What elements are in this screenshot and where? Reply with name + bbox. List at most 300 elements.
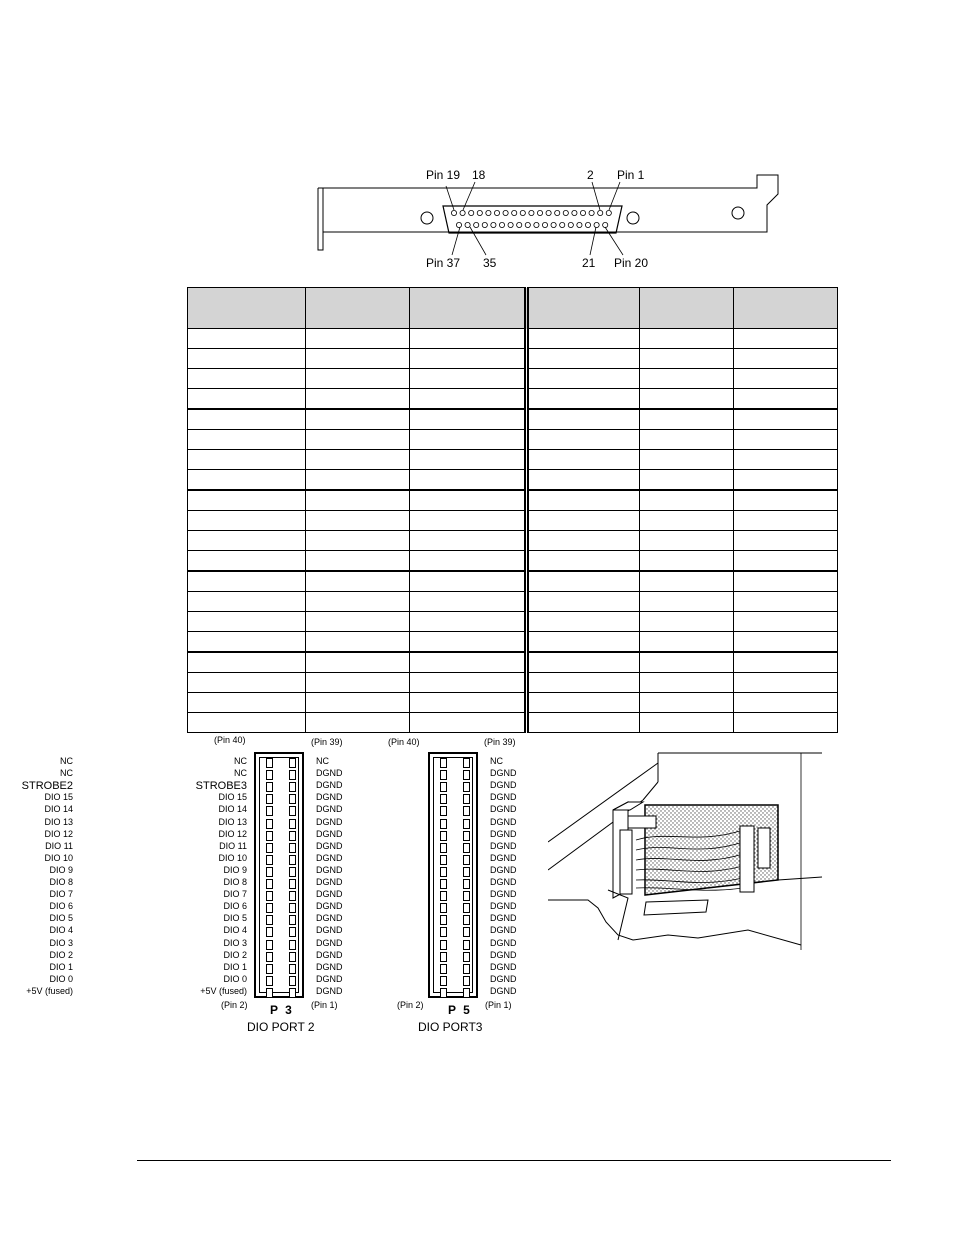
p3-left-pin-label: DIO 9 xyxy=(49,864,73,875)
table-row xyxy=(188,612,838,632)
p5-header-pin xyxy=(463,915,470,925)
table-cell xyxy=(640,612,734,632)
table-cell xyxy=(410,632,527,653)
p5-pin1-label: (Pin 1) xyxy=(485,1000,512,1010)
p5-right-pin-label: DGND xyxy=(490,792,517,803)
table-cell xyxy=(306,632,410,653)
p3-right-pin-label: DGND xyxy=(316,949,343,960)
p3-designator: P 3 xyxy=(270,1003,294,1017)
connector-pin xyxy=(577,222,582,227)
table-cell xyxy=(527,632,640,653)
p3-header-pin xyxy=(266,940,273,950)
connector-pins-top xyxy=(451,210,611,215)
table-cell xyxy=(188,470,306,491)
p3-pin40-label: (Pin 40) xyxy=(214,735,246,745)
p3-right-pin-label: DGND xyxy=(316,864,343,875)
connector-pin xyxy=(520,210,525,215)
p3-header-pin xyxy=(266,976,273,986)
table-cell xyxy=(734,612,838,632)
connector-pin xyxy=(491,222,496,227)
table-cell xyxy=(640,652,734,673)
p3-header-pin xyxy=(266,770,273,780)
table-cell xyxy=(188,531,306,551)
table-cell xyxy=(640,329,734,349)
table-cell xyxy=(527,511,640,531)
p3-header-pin xyxy=(289,855,296,865)
p5-header-pin xyxy=(463,988,470,998)
p3-header-pin xyxy=(289,952,296,962)
table-cell xyxy=(527,490,640,511)
p3-left-pin-label: DIO 8 xyxy=(49,877,73,887)
p3-left-pin-label: DIO 14 xyxy=(44,804,73,815)
p3-right-pin-label: DGND xyxy=(316,877,343,887)
table-cell xyxy=(410,329,527,349)
p3-right-pin-label: NC xyxy=(316,756,329,766)
table-cell xyxy=(734,693,838,713)
table-cell xyxy=(410,369,527,389)
table-cell xyxy=(734,673,838,693)
table-cell xyxy=(640,571,734,592)
label-pin-21: 21 xyxy=(582,256,596,270)
table-cell xyxy=(188,713,306,733)
table-row xyxy=(188,632,838,653)
p3-header-pin xyxy=(266,927,273,937)
p3-header-pin xyxy=(289,879,296,889)
table-cell xyxy=(188,632,306,653)
p5-left-pin-label: STROBE3 xyxy=(195,780,247,793)
label-pin-37: Pin 37 xyxy=(426,256,461,270)
p5-left-pin-label: DIO 7 xyxy=(223,889,247,900)
table-cell xyxy=(306,470,410,491)
p5-header-pin xyxy=(440,927,447,937)
table-cell xyxy=(306,409,410,430)
p5-right-pin-label: DGND xyxy=(490,780,517,791)
table-row xyxy=(188,551,838,572)
p5-right-pin-label: DGND xyxy=(490,925,517,936)
p3-right-pin-label: DGND xyxy=(316,889,343,900)
p5-header-pin xyxy=(463,903,470,913)
table-cell xyxy=(410,673,527,693)
p5-header-pin xyxy=(440,794,447,804)
table-cell xyxy=(306,652,410,673)
p5-header-pin xyxy=(440,988,447,998)
p3-header-pin xyxy=(266,819,273,829)
p5-header-pin xyxy=(463,770,470,780)
table-cell xyxy=(734,450,838,470)
p5-header-pin xyxy=(440,782,447,792)
table-cell xyxy=(306,511,410,531)
table-cell xyxy=(527,450,640,470)
connector-pin xyxy=(465,222,470,227)
p5-left-pin-label: DIO 2 xyxy=(223,949,247,960)
p5-left-pin-label: DIO 10 xyxy=(218,852,247,863)
p5-header-pin xyxy=(463,927,470,937)
table-cell xyxy=(306,693,410,713)
table-cell xyxy=(527,389,640,410)
p3-right-pin-label: DGND xyxy=(316,840,343,851)
p3-left-pin-label: DIO 7 xyxy=(49,889,73,900)
p3-header-pin xyxy=(289,927,296,937)
p5-left-pin-label: DIO 11 xyxy=(219,840,247,851)
table-row xyxy=(188,693,838,713)
p5-header-pin xyxy=(463,976,470,986)
table-cell xyxy=(527,592,640,612)
p3-header-pin xyxy=(266,988,273,998)
connector-pin xyxy=(551,222,556,227)
table-cell xyxy=(640,470,734,491)
p5-header-pin xyxy=(440,831,447,841)
p3-header-pin xyxy=(289,794,296,804)
table-cell xyxy=(306,592,410,612)
table-row xyxy=(188,349,838,369)
p3-header-pin xyxy=(289,782,296,792)
label-pin-35: 35 xyxy=(483,256,497,270)
p3-pin1-label: (Pin 1) xyxy=(311,1000,338,1010)
p3-left-pin-label: DIO 11 xyxy=(45,840,73,851)
p3-header-pin xyxy=(266,782,273,792)
p3-right-pin-label: DGND xyxy=(316,937,343,948)
p5-header-pin xyxy=(440,915,447,925)
p3-header-pin xyxy=(266,903,273,913)
p5-header-pin xyxy=(440,952,447,962)
label-pin-19: Pin 19 xyxy=(426,168,461,182)
p5-right-pin-label: DGND xyxy=(490,949,517,960)
p3-right-pin-label: DGND xyxy=(316,925,343,936)
p3-header-pin xyxy=(266,794,273,804)
table-cell xyxy=(410,349,527,369)
table-cell xyxy=(734,329,838,349)
p3-right-pin-label: DGND xyxy=(316,828,343,839)
table-cell xyxy=(188,673,306,693)
p3-header-pin xyxy=(266,855,273,865)
p5-connector-body xyxy=(428,752,478,998)
p5-header-pin xyxy=(463,867,470,877)
p3-header-pin xyxy=(289,758,296,768)
p5-right-pin-label: DGND xyxy=(490,985,517,996)
p5-left-pin-label: DIO 4 xyxy=(223,925,247,936)
table-cell xyxy=(527,349,640,369)
p5-left-pin-label: DIO 8 xyxy=(223,877,247,887)
footer-rule xyxy=(137,1160,891,1161)
table-cell xyxy=(527,571,640,592)
table-cell xyxy=(527,693,640,713)
connector-pin xyxy=(477,210,482,215)
connector-pin xyxy=(542,222,547,227)
p5-left-pin-label: DIO 1 xyxy=(223,961,247,972)
connector-pin xyxy=(460,210,465,215)
table-cell xyxy=(734,490,838,511)
table-header-row xyxy=(188,288,838,329)
table-cell xyxy=(188,511,306,531)
p5-left-pin-label: DIO 6 xyxy=(223,901,247,912)
table-cell xyxy=(734,551,838,572)
p3-header-pin xyxy=(289,940,296,950)
p3-header-pin xyxy=(266,879,273,889)
p3-left-pin-label: DIO 3 xyxy=(49,937,73,948)
table-cell xyxy=(306,612,410,632)
connector-pin xyxy=(529,210,534,215)
table-cell xyxy=(527,369,640,389)
table-row xyxy=(188,409,838,430)
p3-header-pin xyxy=(289,831,296,841)
p5-left-pin-label: DIO 9 xyxy=(223,864,247,875)
label-pin-2: 2 xyxy=(587,168,594,182)
p5-header-pin xyxy=(440,903,447,913)
table-cell xyxy=(734,571,838,592)
p5-header-pin xyxy=(440,843,447,853)
p5-left-pin-label: DIO 15 xyxy=(218,792,247,803)
table-cell xyxy=(734,349,838,369)
p5-port-title: DIO PORT3 xyxy=(418,1020,483,1034)
table-cell xyxy=(640,531,734,551)
table-cell xyxy=(410,713,527,733)
table-cell xyxy=(306,531,410,551)
p3-header-pin xyxy=(289,976,296,986)
p3-right-pin-label: DGND xyxy=(316,804,343,815)
table-row xyxy=(188,430,838,450)
connector-pin xyxy=(482,222,487,227)
p3-header-pin xyxy=(289,964,296,974)
pin-assignment-table xyxy=(187,287,838,733)
header-cell xyxy=(188,288,306,329)
table-cell xyxy=(410,551,527,572)
table-cell xyxy=(410,571,527,592)
p5-header-pin xyxy=(463,794,470,804)
p3-right-pin-label: DGND xyxy=(316,961,343,972)
p5-header-pin xyxy=(463,843,470,853)
table-cell xyxy=(640,551,734,572)
connector-pin xyxy=(494,210,499,215)
table-cell xyxy=(188,612,306,632)
table-cell xyxy=(306,551,410,572)
p5-header-pin xyxy=(463,819,470,829)
connector-pin xyxy=(580,210,585,215)
p5-header-pin xyxy=(440,879,447,889)
table-cell xyxy=(640,349,734,369)
p3-left-pin-label: DIO 15 xyxy=(44,792,73,803)
p5-right-pin-label: DGND xyxy=(490,973,517,984)
table-cell xyxy=(306,490,410,511)
p3-pin39-label: (Pin 39) xyxy=(311,737,343,747)
connector-pin xyxy=(451,210,456,215)
connector-pin xyxy=(534,222,539,227)
table-cell xyxy=(527,470,640,491)
table-cell xyxy=(527,409,640,430)
p5-right-pin-label: NC xyxy=(490,756,503,766)
p5-header-pin xyxy=(463,952,470,962)
table-cell xyxy=(734,409,838,430)
table-cell xyxy=(188,409,306,430)
p3-left-pin-label: DIO 12 xyxy=(44,828,73,839)
label-pin-18: 18 xyxy=(472,168,486,182)
p3-right-pin-label: DGND xyxy=(316,792,343,803)
p5-header-pin xyxy=(440,806,447,816)
p3-right-pin-label: DGND xyxy=(316,768,343,779)
p3-header-pin xyxy=(266,843,273,853)
p3-header-pin xyxy=(289,770,296,780)
connector-pin xyxy=(508,222,513,227)
p5-right-pin-label: DGND xyxy=(490,768,517,779)
p3-left-pin-label: +5V (fused) xyxy=(26,985,73,996)
p3-header-pin xyxy=(289,891,296,901)
connector-pin xyxy=(503,210,508,215)
table-cell xyxy=(410,430,527,450)
table-cell xyxy=(640,713,734,733)
table-row xyxy=(188,652,838,673)
p3-right-pin-label: DGND xyxy=(316,901,343,912)
p3-left-pin-label: DIO 10 xyxy=(44,852,73,863)
table-cell xyxy=(640,490,734,511)
p5-header-pin xyxy=(440,819,447,829)
p5-right-pin-label: DGND xyxy=(490,901,517,912)
p5-left-pin-label: DIO 0 xyxy=(223,973,247,984)
p3-connector-body xyxy=(254,752,304,998)
table-cell xyxy=(188,349,306,369)
table-cell xyxy=(640,450,734,470)
table-cell xyxy=(640,409,734,430)
p5-right-pin-label: DGND xyxy=(490,937,517,948)
p5-right-pin-label: DGND xyxy=(490,961,517,972)
connector-pin xyxy=(568,222,573,227)
table-row xyxy=(188,511,838,531)
p3-right-pin-label: DGND xyxy=(316,973,343,984)
p3-right-pin-label: DGND xyxy=(316,913,343,924)
p3-right-pin-label: DGND xyxy=(316,852,343,863)
table-row xyxy=(188,369,838,389)
p3-left-pin-label: DIO 2 xyxy=(49,949,73,960)
table-row xyxy=(188,713,838,733)
table-cell xyxy=(640,673,734,693)
connector-pin xyxy=(537,210,542,215)
connector-pin xyxy=(594,222,599,227)
table-cell xyxy=(734,511,838,531)
table-cell xyxy=(527,531,640,551)
table-cell xyxy=(734,430,838,450)
table-cell xyxy=(306,673,410,693)
p5-designator: P 5 xyxy=(448,1003,472,1017)
table-cell xyxy=(188,592,306,612)
connector-pin xyxy=(525,222,530,227)
p3-header-pin xyxy=(266,964,273,974)
table-cell xyxy=(734,713,838,733)
header-cell xyxy=(640,288,734,329)
header-cell xyxy=(306,288,410,329)
table-row xyxy=(188,389,838,410)
p3-header-pin xyxy=(289,806,296,816)
p5-header-pin xyxy=(463,964,470,974)
table-row xyxy=(188,531,838,551)
p3-header-pin xyxy=(289,843,296,853)
table-cell xyxy=(410,531,527,551)
header-cell xyxy=(410,288,527,329)
p5-header-pin xyxy=(440,964,447,974)
table-cell xyxy=(188,389,306,410)
p5-left-pin-label: DIO 12 xyxy=(218,828,247,839)
table-cell xyxy=(640,430,734,450)
p3-left-pin-label: STROBE2 xyxy=(21,780,73,793)
table-cell xyxy=(306,430,410,450)
p5-right-pin-label: DGND xyxy=(490,804,517,815)
p5-header-pin xyxy=(440,976,447,986)
table-cell xyxy=(640,693,734,713)
p5-pin40-label: (Pin 40) xyxy=(388,737,420,747)
table-cell xyxy=(410,612,527,632)
table-cell xyxy=(306,571,410,592)
table-cell xyxy=(527,652,640,673)
label-pin-1: Pin 1 xyxy=(617,168,645,182)
p3-left-pin-label: DIO 6 xyxy=(49,901,73,912)
p3-left-pin-label: DIO 0 xyxy=(49,973,73,984)
table-cell xyxy=(306,450,410,470)
label-pin-20: Pin 20 xyxy=(614,256,649,270)
connector-pin xyxy=(572,210,577,215)
table-row xyxy=(188,329,838,349)
table-cell xyxy=(410,693,527,713)
table-cell xyxy=(734,369,838,389)
p5-header-pin xyxy=(440,891,447,901)
p5-right-pin-label: DGND xyxy=(490,913,517,924)
table-cell xyxy=(410,511,527,531)
p5-left-pin-label: +5V (fused) xyxy=(200,985,247,996)
p3-left-pin-label: DIO 13 xyxy=(44,816,73,827)
table-cell xyxy=(734,592,838,612)
table-row xyxy=(188,470,838,491)
table-cell xyxy=(188,571,306,592)
table-cell xyxy=(188,693,306,713)
p5-left-pin-label: DIO 5 xyxy=(223,913,247,924)
p5-right-pin-label: DGND xyxy=(490,889,517,900)
p3-header-pin xyxy=(266,952,273,962)
table-cell xyxy=(410,490,527,511)
table-cell xyxy=(410,470,527,491)
p3-left-pin-label: DIO 1 xyxy=(49,961,73,972)
table-cell xyxy=(527,673,640,693)
p5-header-pin xyxy=(440,867,447,877)
p5-header-pin xyxy=(440,855,447,865)
connector-pin xyxy=(563,210,568,215)
table-cell xyxy=(188,551,306,572)
p5-left-pin-label: NC xyxy=(234,756,247,766)
table-row xyxy=(188,592,838,612)
p5-header-pin xyxy=(463,782,470,792)
p5-right-pin-label: DGND xyxy=(490,864,517,875)
p5-left-pin-label: DIO 3 xyxy=(223,937,247,948)
table-cell xyxy=(410,652,527,673)
p3-header-pin xyxy=(266,831,273,841)
p5-left-pin-label: DIO 14 xyxy=(218,804,247,815)
header-cell xyxy=(527,288,640,329)
p3-port-title: DIO PORT 2 xyxy=(247,1020,315,1034)
table-cell xyxy=(527,329,640,349)
connector-pins-bottom xyxy=(456,222,607,227)
p5-left-pin-label: NC xyxy=(234,768,247,779)
p5-header-pin xyxy=(463,855,470,865)
p3-pin2-label: (Pin 2) xyxy=(221,1000,248,1010)
p5-header-pin xyxy=(463,806,470,816)
table-row xyxy=(188,490,838,511)
table-row xyxy=(188,571,838,592)
p5-header-pin xyxy=(463,831,470,841)
table-cell xyxy=(640,632,734,653)
table-cell xyxy=(188,652,306,673)
connector-pin xyxy=(603,222,608,227)
table-cell xyxy=(734,632,838,653)
table-cell xyxy=(188,430,306,450)
p3-right-pin-label: DGND xyxy=(316,780,343,791)
p5-left-pin-label: DIO 13 xyxy=(218,816,247,827)
table-cell xyxy=(306,713,410,733)
connector-pin xyxy=(474,222,479,227)
